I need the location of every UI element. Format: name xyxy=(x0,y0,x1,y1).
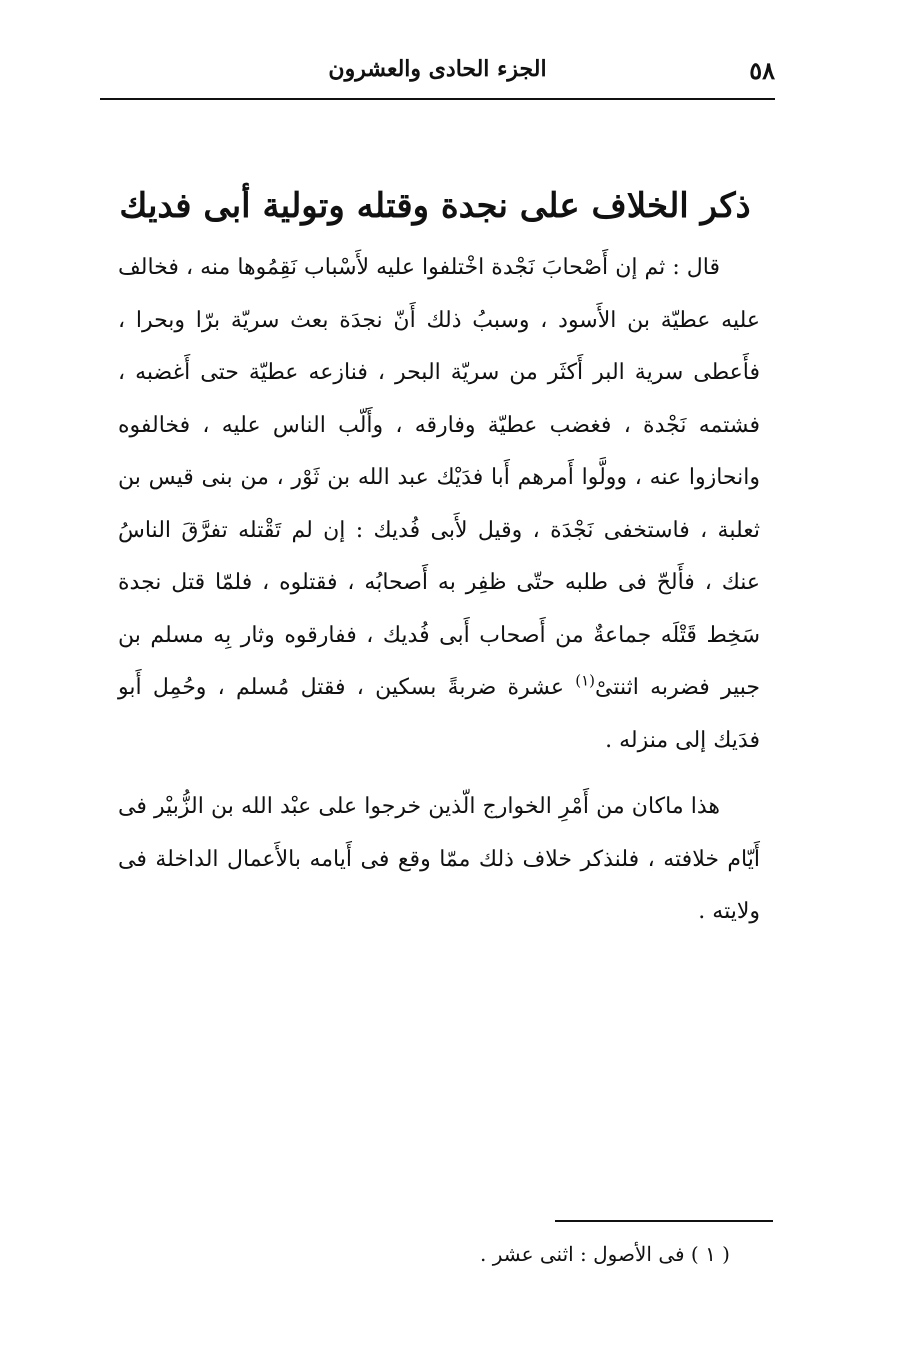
paragraph-2-text: هذا ماكان من أَمْرِ الخوارج الّذين خرجوا على عبْد الله بن الزُّبيْر فى أَيّام خلافته ، فلنذكر خلاف ذلك ممّا وقع فى أَيامه بالأَعمال الداخلة فى ولايته . xyxy=(118,794,760,924)
footnote-reference: (١) xyxy=(575,671,595,690)
paragraph-1-text: قال : ثم إن أَصْحابَ نَجْدة اخْتلفوا عليه لأَسْباب نَقِمُوها منه ، فخالف عليه عطيّة بن الأَسود ، وسببُ ذلك أَنّ نجدَة بعث سريّة برّا وبحرا ، فأَعطى سرية البر أَكثَر من سريّة البحر ، فنازعه عطيّة حتى أَغضبه ، فشتمه نَجْدة ، فغضب عطيّة وفارقه ، وأَلّب الناس عليه ، فخالفوه وانحازوا عنه ، وولَّوا أَمرهم أَبا فدَيْك عبد الله بن ثَوْر ، من بنى قيس بن ثعلبة ، فاستخفى نَجْدَة ، وقيل لأَبى فُديك : إن لم تَقْتله تفرَّقَ الناسُ عنك ، فأَلحّ فى طلبه حتّى ظفِر به أَصحابُه ، فقتلوه ، فلمّا قتل نجدة سَخِط قَتْلَه جماعةٌ من أَصحاب أَبى فُديك ، ففارقوه وثار بِه مسلم بن جبير فضربه اثنتىْ xyxy=(118,255,760,700)
paragraph-2 xyxy=(118,781,760,939)
paragraph-1-text-after: عشرة ضربةً بسكين ، فقتل مُسلم ، وحُمِل أَبو فدَيك إلى منزله . xyxy=(118,675,760,753)
page-header xyxy=(100,50,775,94)
paragraph-1 xyxy=(118,242,760,767)
running-title: الجزء الحادى والعشرون xyxy=(328,56,547,82)
body-text xyxy=(118,242,760,939)
page-number: ٥٨ xyxy=(749,56,775,85)
footnote-marker: ( ١ ) xyxy=(690,1242,730,1266)
footnote-text: فى الأصول : اثنى عشر . xyxy=(479,1242,685,1266)
chapter-title: ذكر الخلاف على نجدة وقتله وتولية أبى فديك xyxy=(119,185,751,226)
footnote-divider xyxy=(555,1220,773,1222)
footnote-1 xyxy=(300,1236,730,1272)
header-divider xyxy=(100,98,775,100)
